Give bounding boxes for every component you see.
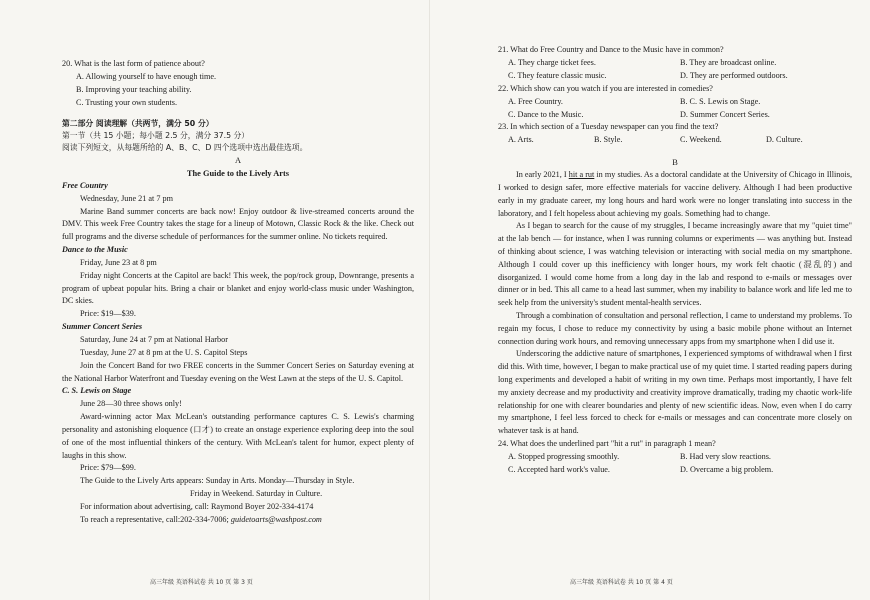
q21-options [498, 57, 852, 83]
q20-option-a: A. Allowing yourself to have enough time. [76, 71, 217, 81]
q20-option-c: C. Trusting your own students. [76, 97, 177, 107]
q23-option-a: A. Arts. [508, 135, 534, 145]
passage-b-paragraph-1 [498, 169, 852, 220]
q22-option-b: B. C. S. Lewis on Stage. [680, 96, 761, 106]
section-title: 第二部分 阅读理解（共两节，满分 50 分） [62, 118, 214, 128]
section-instruction: 阅读下列短文，从每题所给的 A、B、C、D 四个选项中选出最佳选项。 [62, 143, 308, 153]
q21-option-b: B. They are broadcast online. [680, 57, 777, 67]
summer-series-body: Join the Concert Band for two FREE concerts in the Summer Concert Series on Saturday evening at the National Harbor Waterfront and Tuesday evening on the West Lawn at the steps of the U. S. Capitol. [62, 360, 414, 383]
left-page [0, 0, 430, 600]
q22-option-d: D. Summer Concert Series. [680, 109, 770, 119]
q21-stem: 21. What do Free Country and Dance to the Music have in common? [498, 45, 724, 54]
passage-letter-b: B [672, 158, 678, 168]
guide-schedule-line-1: The Guide to the Lively Arts appears: Sunday in Arts. Monday—Thursday in Style. [80, 476, 355, 486]
right-page [430, 0, 870, 600]
representative-contact [62, 514, 414, 527]
summer-series-heading: Summer Concert Series [62, 322, 143, 332]
q22-stem: 22. Which show can you watch if you are interested in comedies? [498, 83, 713, 93]
q24-option-d: D. Overcame a big problem. [680, 464, 774, 474]
q21-option-a: A. They charge ticket fees. [508, 57, 596, 67]
free-country-time: Wednesday, June 21 at 7 pm [80, 193, 173, 203]
cs-lewis-heading: C. S. Lewis on Stage [62, 386, 132, 396]
left-page-footer: 高三年级 英语科试卷 共 10 页 第 3 页 [150, 579, 253, 586]
q24-option-b: B. Had very slow reactions. [680, 451, 771, 461]
q24-option-c: C. Accepted hard work's value. [508, 464, 610, 474]
cs-lewis-body: Award-winning actor Max McLean's outstanding performance captures C. S. Lewis's charming personality and astonishing eloquence (口才) to create an onstage experience exploring deep into the soul of one of the most influential thinkers of the century. With McLean's talent for humor, expect plenty of laughs in this show. [62, 412, 414, 460]
cs-lewis-time: June 28—30 three shows only! [80, 399, 182, 409]
representative-email: guidetoarts@washpost.com [230, 515, 322, 525]
dance-price: Price: $19—$39. [80, 309, 136, 319]
cs-lewis-price: Price: $79—$99. [80, 463, 136, 473]
q24-options [498, 451, 852, 477]
q22-option-a: A. Free Country. [508, 96, 563, 106]
p1-start: In early 2021, I [516, 170, 569, 180]
q23-options [498, 134, 852, 147]
q23-option-c: C. Weekend. [680, 135, 722, 145]
p1-underlined-phrase: hit a rut [568, 170, 595, 180]
q23-option-b: B. Style. [594, 135, 623, 145]
passage-title: The Guide to the Lively Arts [186, 168, 290, 178]
passage-b-paragraph-3: Through a combination of consultation and personal reflection, I came to understand my problems. To regain my focus, I chose to reduce my connectivity by using a basic mobile phone without an Internet connection during work hours, and removing unnecessary apps from my smartphone when I did use it. [498, 311, 852, 346]
q23-option-d: D. Culture. [766, 135, 803, 145]
q22-options [498, 96, 852, 122]
q21-option-d: D. They are performed outdoors. [680, 70, 788, 80]
representative-phone: To reach a representative, call:202-334-7006; [80, 515, 231, 525]
advertising-contact: For information about advertising, call: Raymond Boyer 202-334-4174 [80, 502, 314, 512]
q24-stem: 24. What does the underlined part "hit a rut" in paragraph 1 mean? [498, 438, 716, 448]
section-subtitle: 第一节（共 15 小题；每小题 2.5 分，满分 37.5 分） [62, 131, 250, 141]
passage-letter-a: A [234, 155, 242, 165]
passage-b-paragraph-2: As I began to search for the cause of my struggles, I became increasingly aware that my "quiet time" at the lab bench — for instance, when I was running columns or experiments — was anything but. Instead of thinking about science, I was watching television or interacting with social media on my smartphone. Although I could cover up this inefficiency with longer hours, my work felt chaotic (混乱的) and disorganized. I would come home from a long day in the lab and respond to e-mails or messages over dinner or in bed. This all came to a head last summer, when my inability to balance work and life led me to seek help from the university's student mental-health services. [498, 221, 852, 308]
q24-option-a: A. Stopped progressing smoothly. [508, 451, 620, 461]
q20-stem: 20. What is the last form of patience about? [62, 59, 205, 68]
q20-option-b: B. Improving your teaching ability. [76, 84, 192, 94]
p1-rest: in my studies. As a doctoral candidate at the University of Chicago in Illinois, I worked to design safer, more effective materials for vaccine delivery. Although I had been productive early in my graduate career, my long hours and hard work were no longer translating into success in the laboratory, and I felt hopeless about achieving my goals. Something had to change. [498, 170, 852, 218]
summer-series-time-2: Tuesday, June 27 at 8 pm at the U. S. Capitol Steps [80, 347, 248, 357]
q23-stem: 23. In which section of a Tuesday newspaper can you find the text? [498, 122, 719, 132]
q21-option-c: C. They feature classic music. [508, 70, 607, 80]
passage-b-paragraph-4: Underscoring the addictive nature of smartphones, I experienced symptoms of withdrawal when I first did this. With time, however, I began to make practical use of my quiet time. I started reading papers during long experiments and developed a habit of writing in my own time. Perhaps most importantly, I have felt my anxiety decrease and my productivity and creativity improve dramatically, trading my chaotic work-life relationship for one with clearer boundaries and plenty of new scientific ideas. Now, even when I do carry my smartphone, I feel less forced to check for e-mails or messages and can concentrate more closely on whatever task is at hand. [498, 349, 852, 436]
guide-schedule-line-2: Friday in Weekend. Saturday in Culture. [190, 489, 323, 499]
dance-heading: Dance to the Music [62, 245, 128, 255]
free-country-heading: Free Country [62, 180, 108, 190]
free-country-body: Marine Band summer concerts are back now! Enjoy outdoor & live-streamed concerts around the DMV. This week Free Country takes the stage for a lineup of Motown, Classic Rock & the like. Check out full programs and the diverse schedule of performances for the summer online. No tickets required. [62, 206, 414, 242]
right-page-footer: 高三年级 英语科试卷 共 10 页 第 4 页 [570, 579, 673, 586]
dance-time: Friday, June 23 at 8 pm [80, 257, 157, 267]
q22-option-c: C. Dance to the Music. [508, 109, 584, 119]
dance-body: Friday night Concerts at the Capitol are back! This week, the pop/rock group, Downrange, presents a program of upbeat popular hits. Bring a chair or blanket and enjoy world-class music under Washington, DC skies. [62, 270, 414, 306]
summer-series-time-1: Saturday, June 24 at 7 pm at National Harbor [80, 335, 228, 345]
